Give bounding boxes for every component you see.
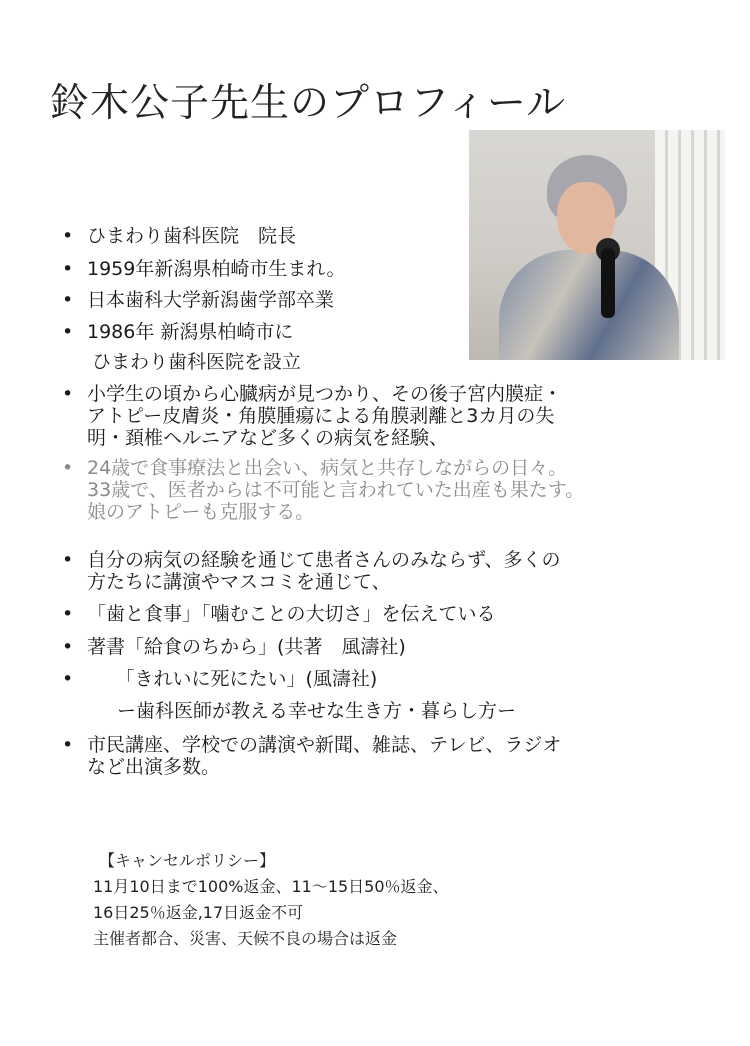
bullet-dot: • — [62, 549, 74, 571]
list-item-text: 「きれいに死にたい」(風濤社) — [87, 668, 378, 690]
bullet-dot: • — [62, 668, 74, 690]
bullet-dot: • — [62, 636, 74, 658]
list-item-text: 33歳で、医者からは不可能と言われていた出産も果たす。 — [87, 479, 585, 501]
profile-photo — [469, 130, 725, 360]
list-item-text: アトピー皮膚炎・角膜腫瘍による角膜剥離と3カ月の失 — [87, 405, 555, 427]
list-item-text: ひまわり歯科医院を設立 — [92, 351, 302, 373]
list-item-text: 著書「給食のちから」(共著 風濤社) — [87, 636, 406, 658]
cancel-policy-heading: 【キャンセルポリシー】 — [99, 851, 276, 870]
bullet-dot: • — [62, 383, 74, 405]
bullet-dot: • — [62, 289, 74, 311]
list-item-text: ー歯科医師が教える幸せな生き方・暮らし方ー — [98, 700, 517, 722]
bullet-dot: • — [62, 457, 74, 479]
bullet-dot: • — [62, 734, 74, 756]
bullet-dot: • — [62, 225, 74, 247]
bullet-dot: • — [62, 321, 74, 343]
list-item-text: ひまわり歯科医院 院長 — [87, 225, 297, 247]
list-item-text: 日本歯科大学新潟歯学部卒業 — [87, 289, 335, 311]
list-item-text: 自分の病気の経験を通じて患者さんのみならず、多くの — [87, 549, 561, 571]
cancel-policy-line: 11月10日まで100%返金、11～15日50％返金、 — [93, 877, 449, 896]
list-item-text: 娘のアトピーも克服する。 — [87, 501, 315, 523]
page-title: 鈴木公子先生のプロフィール — [50, 81, 567, 126]
bullet-dot: • — [62, 603, 74, 625]
microphone-handle — [601, 248, 615, 318]
list-item-text: 24歳で食事療法と出会い、病気と共存しながらの日々。 — [87, 457, 568, 479]
cancel-policy-line: 16日25％返金,17日返金不可 — [93, 903, 304, 922]
bullet-dot: • — [62, 258, 74, 280]
list-item-text: 1986年 新潟県柏崎市に — [87, 321, 294, 343]
list-item-text: 明・頚椎ヘルニアなど多くの病気を経験、 — [87, 427, 449, 449]
list-item-text: 「歯と食事」「噛むことの大切さ」を伝えている — [87, 603, 496, 625]
list-item-text: 市民講座、学校での講演や新聞、雑誌、テレビ、ラジオ — [87, 734, 562, 756]
list-item-text: など出演多数。 — [87, 756, 221, 778]
list-item-text: 1959年新潟県柏崎市生まれ。 — [87, 258, 346, 280]
cancel-policy-line: 主催者都合、災害、天候不良の場合は返金 — [93, 929, 398, 948]
list-item-text: 小学生の頃から心臓病が見つかり、その後子宮内膜症・ — [87, 383, 563, 405]
cancel-policy — [93, 848, 449, 952]
speaker-body — [499, 250, 679, 360]
list-item-text: 方たちに講演やマスコミを通じて、 — [87, 571, 391, 593]
